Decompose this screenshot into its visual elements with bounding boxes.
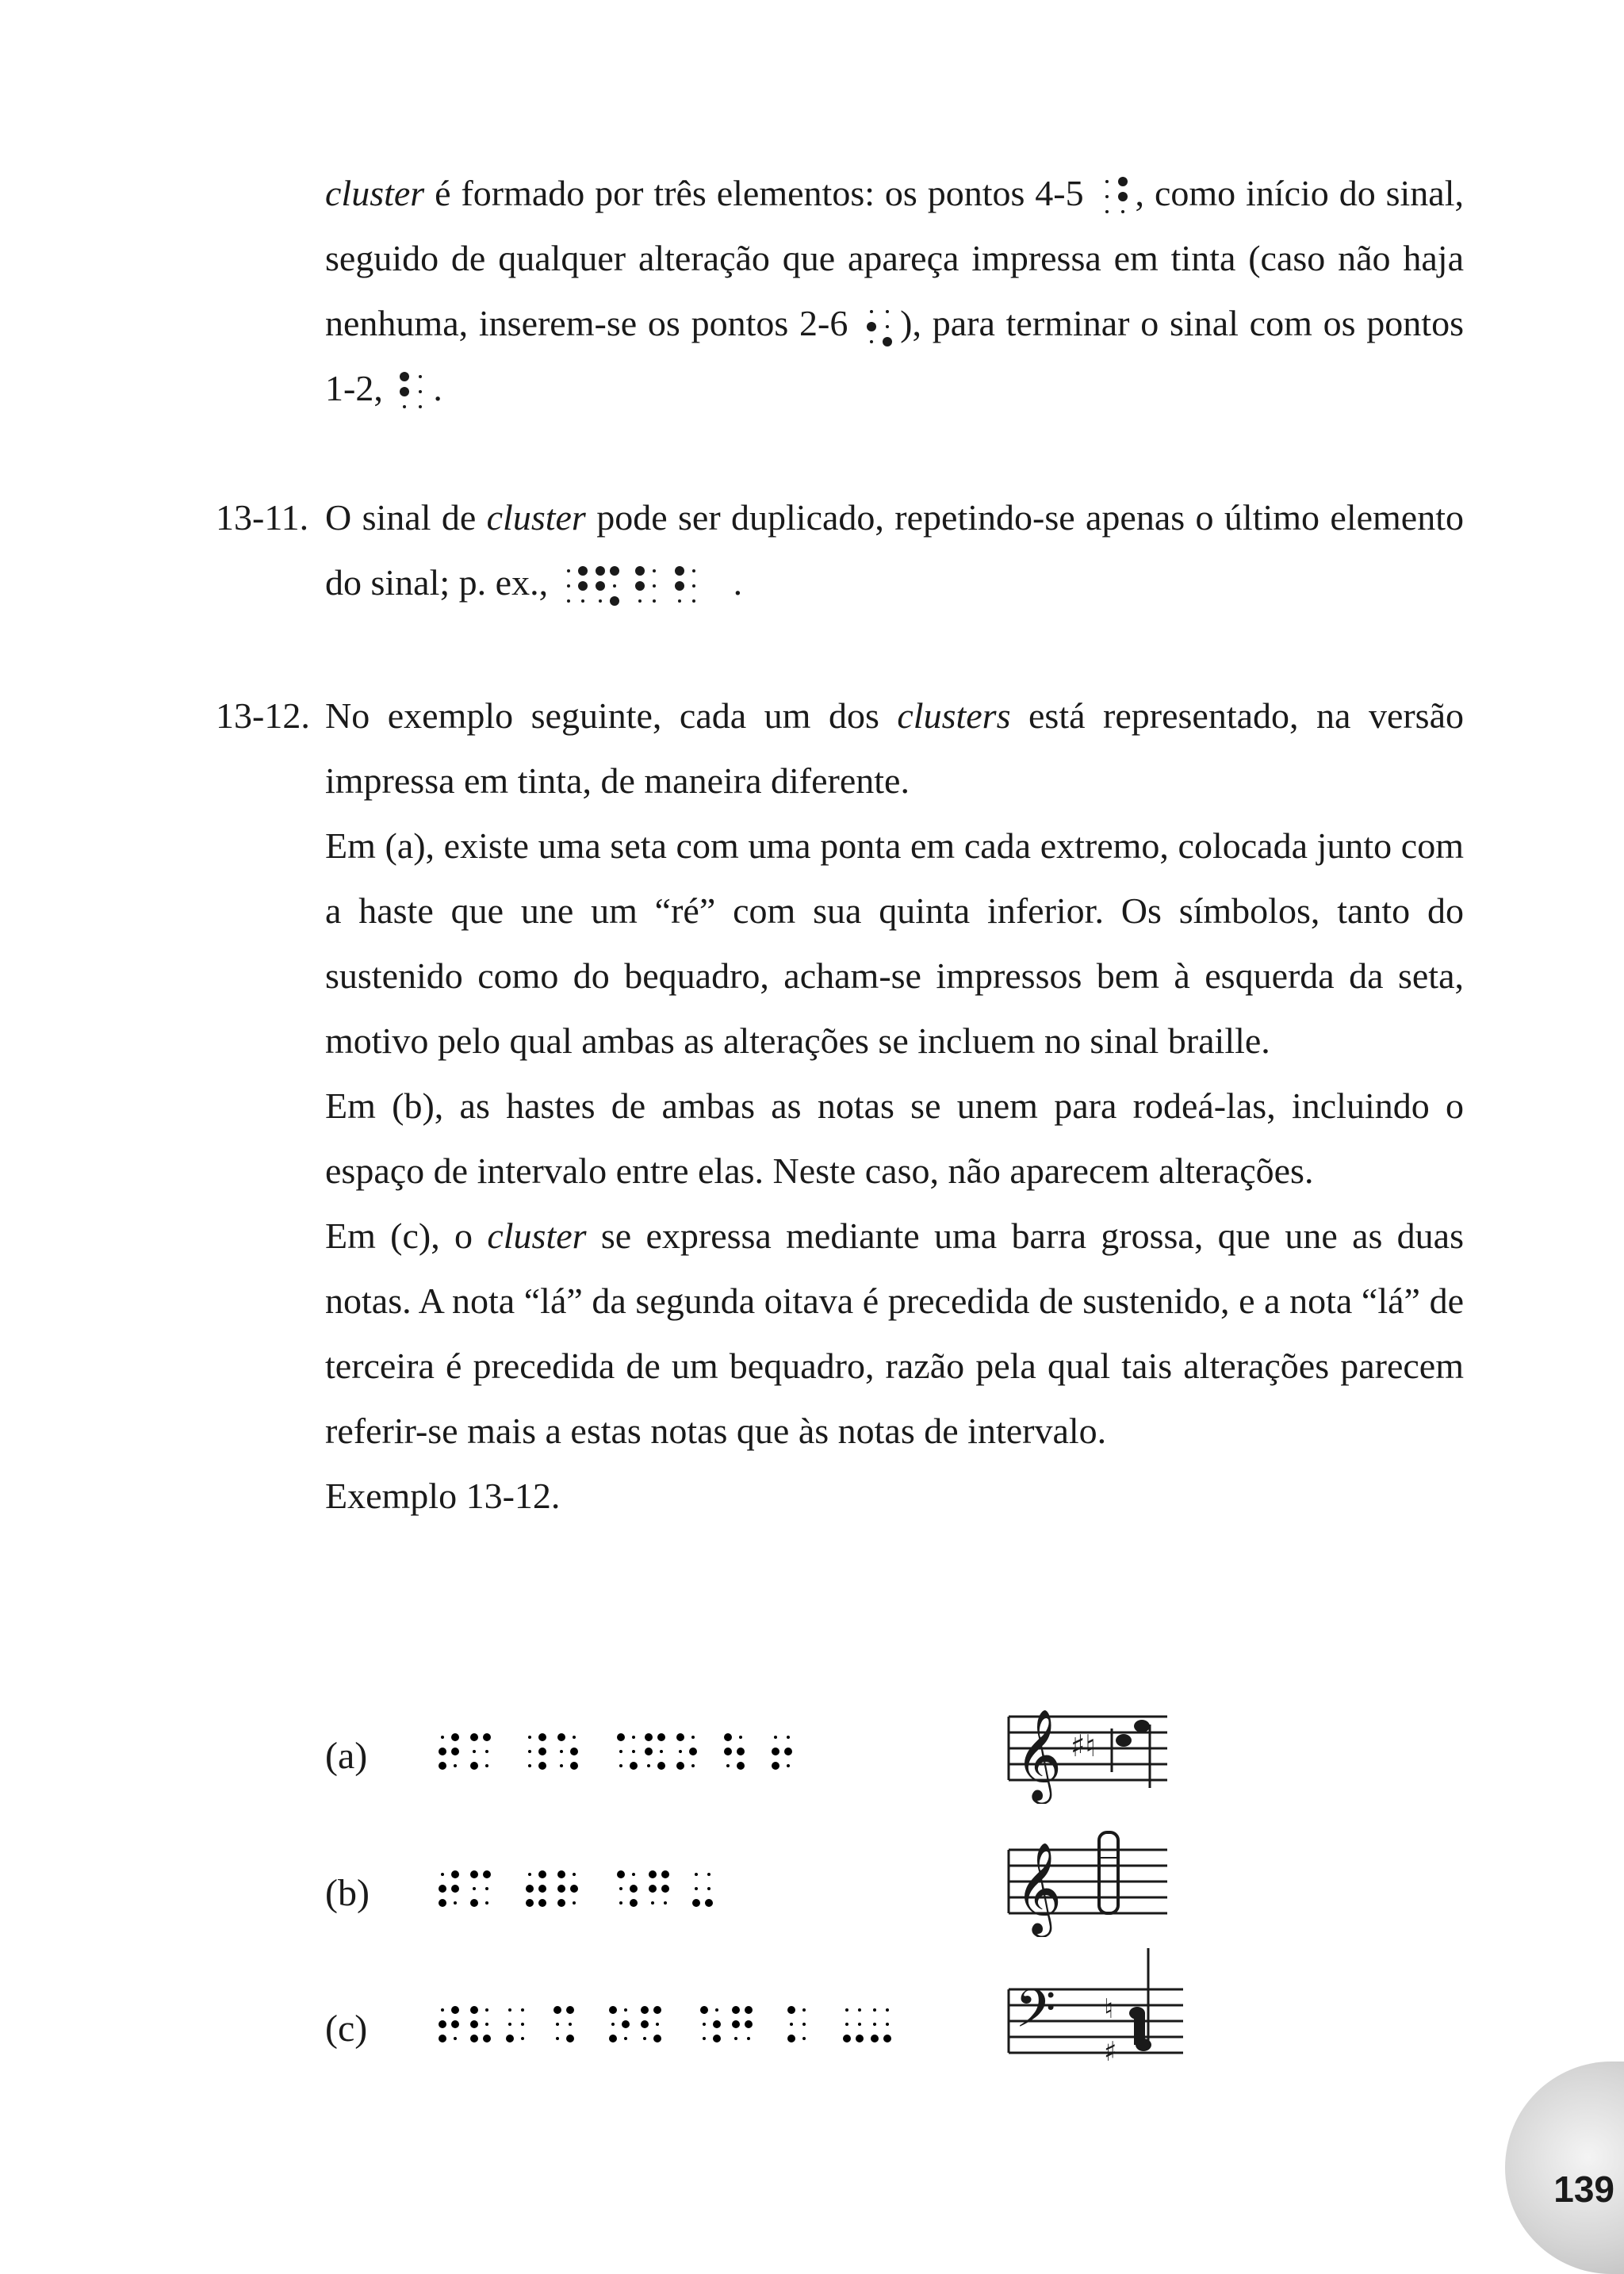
braille-cell-dots-4-5 [1099, 175, 1131, 218]
treble-clef-icon: 𝄞 [1015, 1841, 1063, 1934]
braille-example-a [436, 1732, 833, 1780]
braille-cell-dots-2-6 [864, 305, 895, 348]
music-staff-example-a [1001, 1693, 1175, 1804]
page-number: 139 [1553, 2169, 1614, 2210]
braille-example-duplicated-cluster [562, 565, 729, 607]
svg-text:♮: ♮ [1104, 1993, 1114, 2025]
section-number-13-11: 13-11. [216, 497, 309, 538]
svg-text:♯: ♯ [1104, 2036, 1117, 2068]
example-row-c [325, 1978, 1197, 2077]
braille-cell-dots-1-2 [396, 370, 428, 413]
braille-example-c [436, 2005, 928, 2053]
continuation-text: cluster é formado por três elementos: os pontos 4-5 , como início do sinal, seguido de qualquer alteração que apareça impressa em tinta (caso não haja nenhuma, inserem-se os pontos 2-6 ), para terminar o sinal com os pontos 1-2, . [325, 161, 1464, 421]
section-13-11-paragraph: O sinal de cluster pode ser duplicado, repetindo-se apenas o último elemento do sinal; p. ex., . [325, 485, 1464, 615]
svg-text:♯♮: ♯♮ [1071, 1728, 1096, 1763]
treble-clef-icon: 𝄞 [1015, 1708, 1063, 1801]
example-title: Exemplo 13-12. [325, 1476, 561, 1516]
section-number-13-12: 13-12. [216, 695, 310, 736]
paragraph-example-b: Em (b), as hastes de ambas as notas se unem para rodeá-las, incluindo o espaço de intervalo entre elas. Neste caso, não aparecem alterações. [325, 1085, 1464, 1191]
paragraph-example-a: Em (a), existe uma seta com uma ponta em cada extremo, colocada junto com a haste que une um “ré” com sua quinta inferior. Os símbolos, tanto do sustenido como do bequadro, acham-se impressos bem à esquerda da seta, motivo pelo qual ambas as alterações se incluem no sinal braille. [325, 825, 1464, 1061]
braille-example-b [436, 1870, 833, 1917]
bass-clef-icon: 𝄢 [1015, 1978, 1056, 2052]
example-row-a [325, 1708, 1197, 1804]
paragraph-example-c: Em (c), o cluster se expressa mediante uma barra grossa, que une as duas notas. A nota “lá” da segunda oitava é precedida de sustenido, e a nota “lá” de terceira é precedida de um bequadro, razão pela qual tais alterações parecem referir-se mais a estas notas que às notas de intervalo. [325, 1215, 1464, 1451]
example-label-a: (a) [325, 1735, 368, 1777]
example-row-b [325, 1841, 1197, 1941]
music-staff-example-b [1001, 1818, 1175, 1937]
example-label-b: (b) [325, 1872, 370, 1914]
music-staff-example-c [1001, 1942, 1191, 2077]
continuation-paragraph [325, 161, 1464, 421]
example-label-c: (c) [325, 2008, 368, 2050]
section-13-12-intro: No exemplo seguinte, cada um dos clusters está representado, na versão impressa em tinta, de maneira diferente. [325, 695, 1464, 801]
section-13-12-body [325, 683, 1464, 1529]
